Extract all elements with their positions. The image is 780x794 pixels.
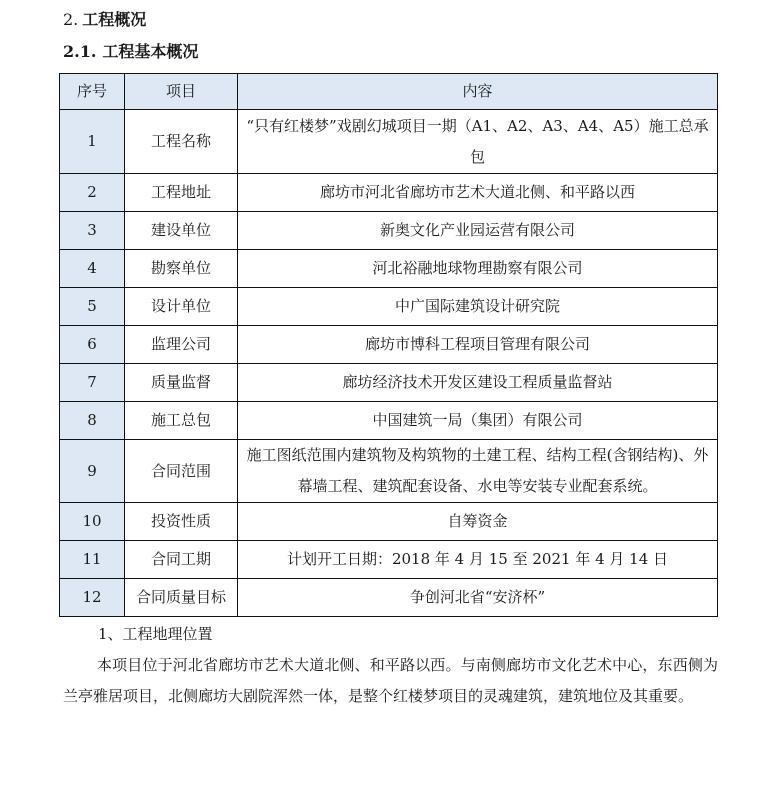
row-content: 计划开工日期：2018 年 4 月 15 至 2021 年 4 月 14 日 xyxy=(238,541,718,579)
table-row xyxy=(60,541,718,579)
row-item: 合同范围 xyxy=(125,440,238,503)
row-index: 10 xyxy=(60,503,125,541)
row-content: 自筹资金 xyxy=(238,503,718,541)
row-item: 合同质量目标 xyxy=(125,579,238,617)
table-row xyxy=(60,402,718,440)
row-item: 合同工期 xyxy=(125,541,238,579)
table-row xyxy=(60,174,718,212)
table-header-row xyxy=(60,74,718,110)
row-item: 质量监督 xyxy=(125,364,238,402)
table-row xyxy=(60,503,718,541)
table-row xyxy=(60,579,718,617)
row-content: 中国建筑一局（集团）有限公司 xyxy=(238,402,718,440)
row-index: 9 xyxy=(60,440,125,503)
row-item: 工程地址 xyxy=(125,174,238,212)
header-index: 序号 xyxy=(60,74,125,110)
row-index: 6 xyxy=(60,326,125,364)
row-content: 施工图纸范围内建筑物及构筑物的土建工程、结构工程(含钢结构)、外幕墙工程、建筑配套设备、水电等安装专业配套系统。 xyxy=(238,440,718,503)
row-index: 3 xyxy=(60,212,125,250)
row-item: 建设单位 xyxy=(125,212,238,250)
heading-title: 工程概况 xyxy=(82,10,147,29)
row-item: 投资性质 xyxy=(125,503,238,541)
row-content: 廊坊经济技术开发区建设工程质量监督站 xyxy=(238,364,718,402)
table-row xyxy=(60,326,718,364)
row-index: 12 xyxy=(60,579,125,617)
row-item: 设计单位 xyxy=(125,288,238,326)
table-row xyxy=(60,288,718,326)
table-row xyxy=(60,212,718,250)
row-content: 争创河北省“安济杯” xyxy=(238,579,718,617)
project-info-table xyxy=(59,73,718,617)
row-index: 8 xyxy=(60,402,125,440)
row-item: 勘察单位 xyxy=(125,250,238,288)
table-row xyxy=(60,440,718,503)
row-item: 监理公司 xyxy=(125,326,238,364)
table-row xyxy=(60,110,718,174)
row-content: 中广国际建筑设计研究院 xyxy=(238,288,718,326)
row-index: 1 xyxy=(60,110,125,174)
row-content: 廊坊市博科工程项目管理有限公司 xyxy=(238,326,718,364)
row-content: 河北裕融地球物理勘察有限公司 xyxy=(238,250,718,288)
subsection-heading-basic-overview xyxy=(63,41,198,63)
row-item: 施工总包 xyxy=(125,402,238,440)
body-paragraph: 本项目位于河北省廊坊市艺术大道北侧、和平路以西。与南侧廊坊市文化艺术中心，东西侧为兰亭雅居项目，北侧廊坊大剧院浑然一体，是整个红楼梦项目的灵魂建筑，建筑地位及其重要。 xyxy=(63,656,718,705)
table-row xyxy=(60,364,718,402)
heading-title: 工程基本概况 xyxy=(102,42,199,61)
section-heading-engineering-overview xyxy=(63,9,146,31)
row-item: 工程名称 xyxy=(125,110,238,174)
row-content: “只有红楼梦”戏剧幻城项目一期（A1、A2、A3、A4、A5）施工总承包 xyxy=(238,110,718,174)
row-index: 4 xyxy=(60,250,125,288)
heading-number: 2.1. xyxy=(63,42,97,61)
subsection-title-geographic-location: 1、工程地理位置 xyxy=(98,625,213,643)
row-content: 新奥文化产业园运营有限公司 xyxy=(238,212,718,250)
row-content: 廊坊市河北省廊坊市艺术大道北侧、和平路以西 xyxy=(238,174,718,212)
header-item: 项目 xyxy=(125,74,238,110)
heading-number: 2. xyxy=(63,10,79,29)
row-index: 5 xyxy=(60,288,125,326)
row-index: 7 xyxy=(60,364,125,402)
row-index: 2 xyxy=(60,174,125,212)
table-row xyxy=(60,250,718,288)
header-content: 内容 xyxy=(238,74,718,110)
row-index: 11 xyxy=(60,541,125,579)
